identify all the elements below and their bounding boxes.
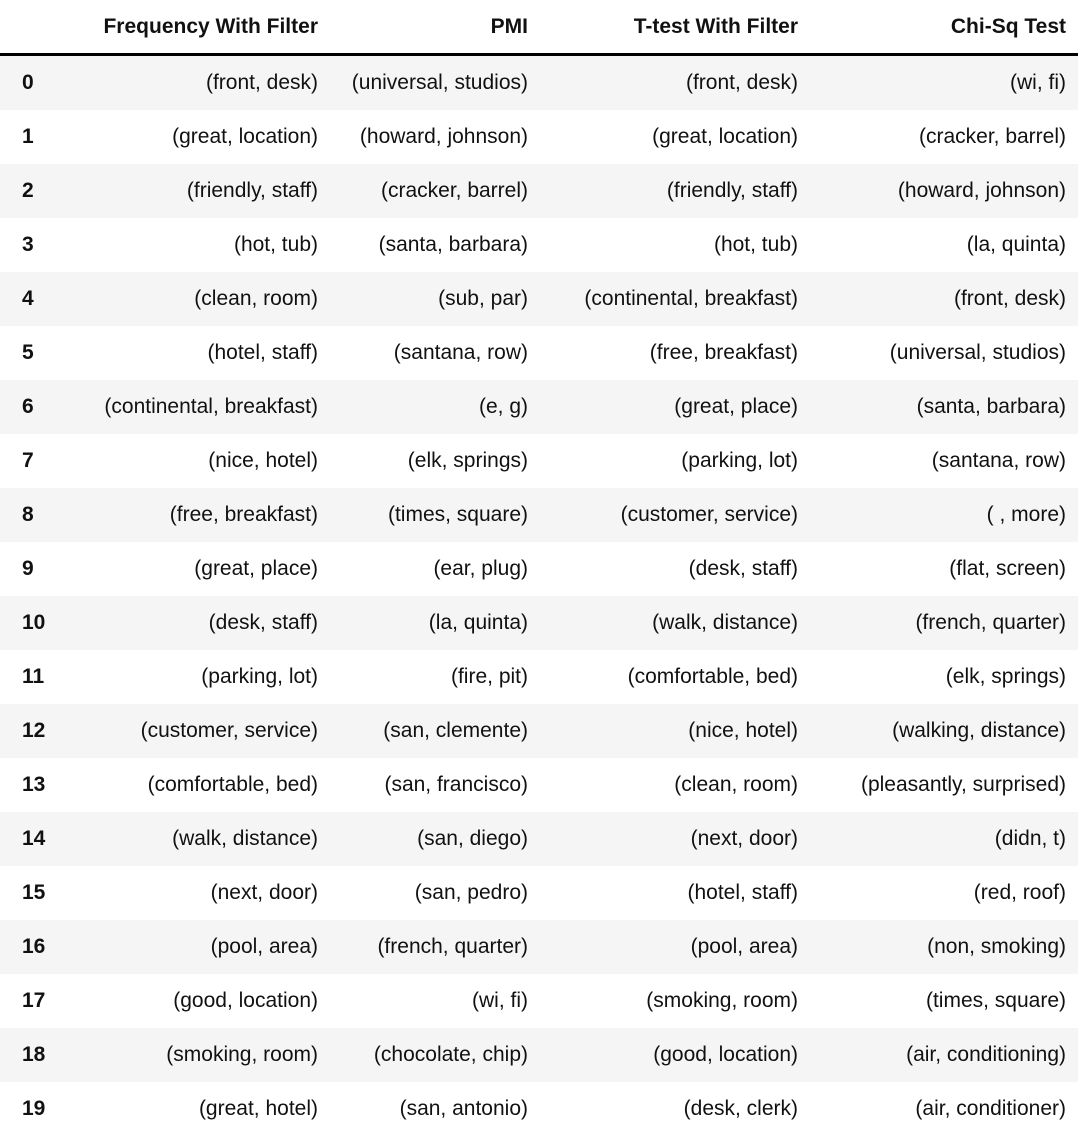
table-cell: (air, conditioning) [810, 1028, 1078, 1082]
table-cell: (free, breakfast) [55, 488, 330, 542]
table-cell: (air, conditioner) [810, 1082, 1078, 1136]
row-index: 16 [0, 920, 55, 974]
table-cell: (pool, area) [55, 920, 330, 974]
table-cell: (nice, hotel) [540, 704, 810, 758]
table-cell: (desk, staff) [540, 542, 810, 596]
table-row [0, 326, 1078, 380]
table-cell: (smoking, room) [540, 974, 810, 1028]
row-index: 1 [0, 110, 55, 164]
table-cell: (next, door) [55, 866, 330, 920]
row-index: 3 [0, 218, 55, 272]
table-cell: (next, door) [540, 812, 810, 866]
row-index: 9 [0, 542, 55, 596]
table-cell: (elk, springs) [810, 650, 1078, 704]
table-cell: (french, quarter) [810, 596, 1078, 650]
table-cell: (great, hotel) [55, 1082, 330, 1136]
table-row [0, 758, 1078, 812]
table-cell: (cracker, barrel) [810, 110, 1078, 164]
table-cell: (san, francisco) [330, 758, 540, 812]
table-cell: (red, roof) [810, 866, 1078, 920]
column-header-t-test-with-filter: T-test With Filter [540, 0, 810, 55]
table-cell: (front, desk) [55, 55, 330, 111]
row-index: 6 [0, 380, 55, 434]
table-cell: (walk, distance) [55, 812, 330, 866]
table-cell: (santana, row) [810, 434, 1078, 488]
table-cell: (front, desk) [810, 272, 1078, 326]
table-cell: (customer, service) [55, 704, 330, 758]
table-cell: (times, square) [330, 488, 540, 542]
table-cell: (great, place) [540, 380, 810, 434]
table-cell: (howard, johnson) [810, 164, 1078, 218]
table-cell: (parking, lot) [540, 434, 810, 488]
table-cell: (san, pedro) [330, 866, 540, 920]
table-cell: (clean, room) [540, 758, 810, 812]
table-cell: (hot, tub) [540, 218, 810, 272]
table-row [0, 434, 1078, 488]
table-cell: (la, quinta) [330, 596, 540, 650]
table-cell: (clean, room) [55, 272, 330, 326]
table-cell: (san, diego) [330, 812, 540, 866]
table-cell: (continental, breakfast) [540, 272, 810, 326]
table-row [0, 812, 1078, 866]
table-row [0, 272, 1078, 326]
table-cell: (hotel, staff) [540, 866, 810, 920]
table-row [0, 866, 1078, 920]
index-column-header [0, 0, 55, 55]
table-cell: (flat, screen) [810, 542, 1078, 596]
table-cell: (pleasantly, surprised) [810, 758, 1078, 812]
table-row [0, 596, 1078, 650]
column-header-frequency-with-filter: Frequency With Filter [55, 0, 330, 55]
table-cell: (good, location) [540, 1028, 810, 1082]
table-cell: (smoking, room) [55, 1028, 330, 1082]
table-cell: (french, quarter) [330, 920, 540, 974]
table-cell: (desk, staff) [55, 596, 330, 650]
row-index: 8 [0, 488, 55, 542]
row-index: 10 [0, 596, 55, 650]
table-cell: (great, location) [540, 110, 810, 164]
table-cell: (e, g) [330, 380, 540, 434]
table-cell: (friendly, staff) [55, 164, 330, 218]
table-row [0, 974, 1078, 1028]
table-cell: (walk, distance) [540, 596, 810, 650]
table-cell: (cracker, barrel) [330, 164, 540, 218]
column-header-pmi: PMI [330, 0, 540, 55]
row-index: 18 [0, 1028, 55, 1082]
table-cell: (good, location) [55, 974, 330, 1028]
row-index: 19 [0, 1082, 55, 1136]
table-cell: (santana, row) [330, 326, 540, 380]
table-cell: (great, place) [55, 542, 330, 596]
table-body [0, 55, 1078, 1136]
table-row [0, 488, 1078, 542]
table-cell: (universal, studios) [810, 326, 1078, 380]
table-cell: ( , more) [810, 488, 1078, 542]
row-index: 17 [0, 974, 55, 1028]
table-cell: (fire, pit) [330, 650, 540, 704]
table-row [0, 650, 1078, 704]
table-cell: (hotel, staff) [55, 326, 330, 380]
table-row [0, 164, 1078, 218]
table-cell: (desk, clerk) [540, 1082, 810, 1136]
table-cell: (customer, service) [540, 488, 810, 542]
row-index: 15 [0, 866, 55, 920]
row-index: 7 [0, 434, 55, 488]
table-cell: (parking, lot) [55, 650, 330, 704]
table-cell: (non, smoking) [810, 920, 1078, 974]
table-cell: (san, antonio) [330, 1082, 540, 1136]
table-cell: (universal, studios) [330, 55, 540, 111]
table-cell: (continental, breakfast) [55, 380, 330, 434]
row-index: 11 [0, 650, 55, 704]
table-row [0, 704, 1078, 758]
row-index: 0 [0, 55, 55, 111]
table-row [0, 1082, 1078, 1136]
table-cell: (didn, t) [810, 812, 1078, 866]
table-row [0, 218, 1078, 272]
table-cell: (times, square) [810, 974, 1078, 1028]
column-header-chi-sq-test: Chi-Sq Test [810, 0, 1078, 55]
table-row [0, 110, 1078, 164]
table-row [0, 1028, 1078, 1082]
table-row [0, 380, 1078, 434]
table-cell: (pool, area) [540, 920, 810, 974]
table-cell: (san, clemente) [330, 704, 540, 758]
table-cell: (wi, fi) [330, 974, 540, 1028]
table-cell: (elk, springs) [330, 434, 540, 488]
table-cell: (great, location) [55, 110, 330, 164]
table-cell: (walking, distance) [810, 704, 1078, 758]
table-cell: (howard, johnson) [330, 110, 540, 164]
row-index: 4 [0, 272, 55, 326]
table-cell: (friendly, staff) [540, 164, 810, 218]
table-cell: (nice, hotel) [55, 434, 330, 488]
table-cell: (wi, fi) [810, 55, 1078, 111]
row-index: 12 [0, 704, 55, 758]
table-cell: (sub, par) [330, 272, 540, 326]
header-row [0, 0, 1078, 55]
row-index: 14 [0, 812, 55, 866]
table-cell: (comfortable, bed) [540, 650, 810, 704]
row-index: 13 [0, 758, 55, 812]
table-cell: (comfortable, bed) [55, 758, 330, 812]
table-row [0, 542, 1078, 596]
row-index: 5 [0, 326, 55, 380]
table-cell: (front, desk) [540, 55, 810, 111]
table-cell: (free, breakfast) [540, 326, 810, 380]
table-cell: (chocolate, chip) [330, 1028, 540, 1082]
table-row [0, 55, 1078, 111]
table-cell: (la, quinta) [810, 218, 1078, 272]
row-index: 2 [0, 164, 55, 218]
table-cell: (santa, barbara) [330, 218, 540, 272]
table-cell: (ear, plug) [330, 542, 540, 596]
table-row [0, 920, 1078, 974]
table-cell: (hot, tub) [55, 218, 330, 272]
table-cell: (santa, barbara) [810, 380, 1078, 434]
